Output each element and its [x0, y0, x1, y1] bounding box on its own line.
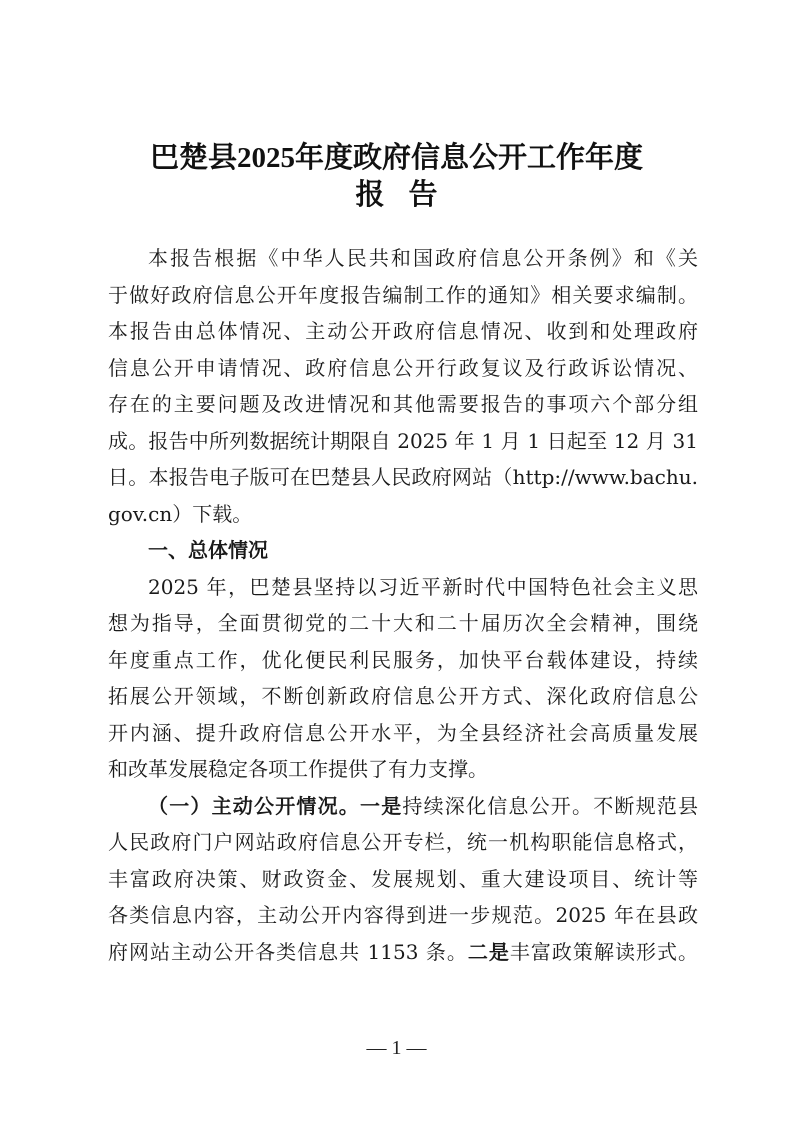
subsection-heading: （一）主动公开情况。	[148, 793, 360, 818]
paragraph-line: 丰富政府决策、财政资金、发展规划、重大建设项目、统计等	[108, 866, 698, 891]
page-number: — 1 —	[366, 1037, 427, 1059]
title-line-1: 巴楚县2025年度政府信息公开工作年度	[149, 142, 643, 174]
paragraph-line: 开内涵、提升政府信息公开水平，为全县经济社会高质量发展	[108, 720, 698, 745]
paragraph-line: 成。报告中所列数据统计期限自 2025 年 1 月 1 日起至 12 月 31	[108, 428, 698, 453]
paragraph-line: 想为指导，全面贯彻党的二十大和二十届历次全会精神，围绕	[108, 611, 698, 635]
text-run: 持续深化信息公开。不断规范县	[402, 793, 698, 818]
paragraph-line: gov.cn）下载。	[108, 501, 253, 526]
text-run: 丰富政策解读形式。	[509, 939, 698, 964]
paragraph-line: 拓展公开领域，不断创新政府信息公开方式、深化政府信息公	[108, 684, 698, 708]
intro-paragraph	[108, 240, 698, 532]
paragraph-line: 本报告由总体情况、主动公开政府信息情况、收到和处理政府	[108, 319, 698, 343]
paragraph-line: 本报告根据《中华人民共和国政府信息公开条例》和《关	[148, 246, 698, 270]
title-line-2: 报告	[355, 179, 462, 211]
emphasis: 一是	[360, 793, 403, 818]
subsection1-paragraph	[108, 788, 698, 971]
paragraph-line: 于做好政府信息公开年度报告编制工作的通知》相关要求编制。	[108, 282, 698, 307]
paragraph-line: 人民政府门户网站政府信息公开专栏，统一机构职能信息格式，	[108, 830, 698, 854]
paragraph-line: 存在的主要问题及改进情况和其他需要报告的事项六个部分组	[108, 392, 698, 416]
text-run: 府网站主动公开各类信息共 1153 条。	[108, 939, 468, 964]
emphasis: 二是	[467, 939, 510, 964]
paragraph-line: 年度重点工作，优化便民利民服务，加快平台载体建设，持续	[108, 647, 698, 672]
paragraph-line: 日。本报告电子版可在巴楚县人民政府网站（http://www.bachu.	[108, 465, 698, 489]
paragraph-line: 各类信息内容，主动公开内容得到进一步规范。2025 年在县政	[108, 903, 698, 927]
section-heading: 一、总体情况	[148, 538, 268, 562]
paragraph-line: 信息公开申请情况、政府信息公开行政复议及行政诉讼情况、	[108, 355, 698, 380]
paragraph-line: 2025 年，巴楚县坚持以习近平新时代中国特色社会主义思	[148, 574, 698, 599]
section1-paragraph	[108, 569, 698, 788]
document-body	[108, 240, 698, 970]
paragraph-line	[108, 788, 698, 825]
paragraph-line: 和改革发展稳定各项工作提供了有力支撑。	[108, 757, 488, 781]
paragraph-line	[108, 934, 698, 971]
